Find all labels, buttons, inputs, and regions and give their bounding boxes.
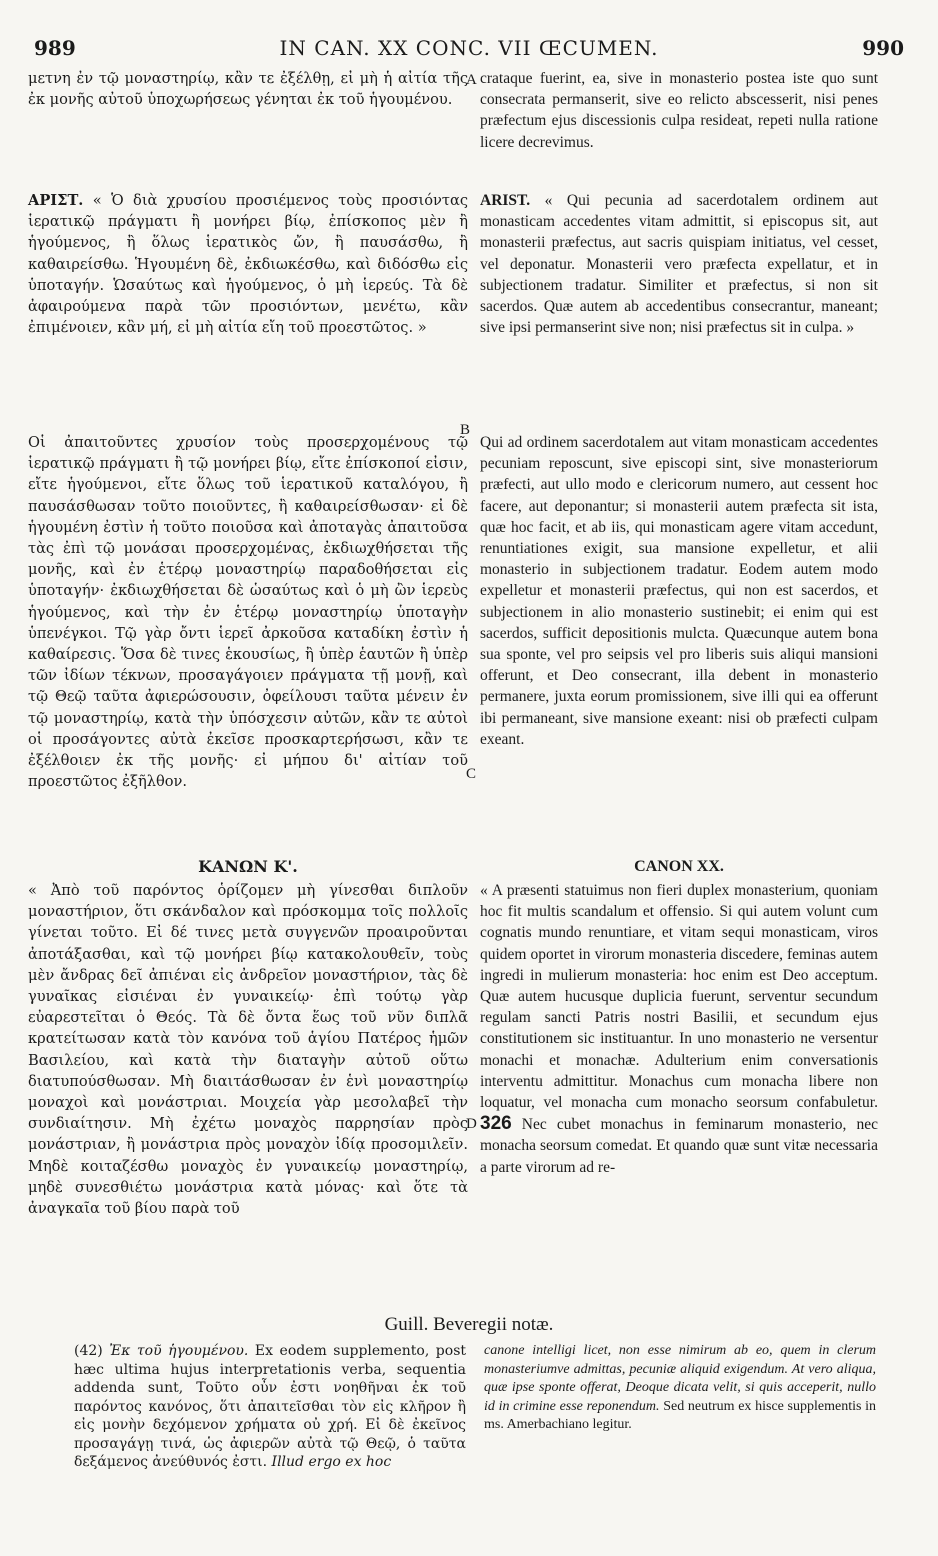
running-title: IN CAN. XX CONC. VII ŒCUMEN. <box>279 36 659 60</box>
margin-mark-c: C <box>466 766 477 782</box>
margin-mark-b: B <box>460 422 471 438</box>
page-number-left: 989 <box>34 36 76 60</box>
margin-mark-d: D <box>466 1116 477 1132</box>
greek-arist-label: ΑΡΙΣΤ. <box>28 192 84 209</box>
margin-mark-a: A <box>466 72 477 88</box>
note-lemma: Ἐκ τοῦ ἡγουμένου. <box>109 1343 249 1359</box>
note-right-text: Sed neutrum ex hisce supplementis in ms. Amerbachiano legitur. <box>484 1398 876 1432</box>
latin-canon-text-b: Nec cubet monachus in feminarum monasterio, nec monacha seorsum comedat. Et quando quæ sunt vitæ necessaria a parte virorum ad re- <box>480 1116 878 1176</box>
note-left-tail: Illud ergo ex hoc <box>271 1454 392 1470</box>
latin-canon-text-a: « A præsenti statuimus non fieri duplex monasterium, quoniam hoc fit multis scandalum et offensio. Si qui autem volunt cum cognatis mundo renuntiare, et vitam sequi monasticam, viros quidem oportet in virorum monasteria discedere, feminas autem ingredi in mulierum monasteria: hoc enim est Deo acceptum. Quæ autem hucusque duplicia fuerunt, serventur secundum regulam sancti Patris nostri Basilii, et secundum ejus constitutionem sic instituantur. In uno monasterio ne versentur monachi et monachæ. Adulterium enim conversationis interventu admittitur. Monachus cum monacha libere non loquatur, vel monacha cum monacho seorsum confabuletur. <box>480 882 878 1112</box>
notes-right <box>484 1342 876 1435</box>
page-number-right: 990 <box>862 36 904 60</box>
latin-canon-title: CANON XX. <box>634 858 724 875</box>
latin-arist-block <box>480 190 878 338</box>
page-marker-number: 326 <box>480 1113 512 1135</box>
latin-canon-text <box>480 880 878 1178</box>
notes-title: Guill. Beveregii notæ. <box>384 1314 554 1335</box>
notes-left <box>74 1342 466 1472</box>
note-reference: (42) <box>74 1343 103 1359</box>
greek-arist-block <box>28 190 468 338</box>
greek-canon-title: ΚΑΝΩΝ Κ'. <box>198 857 298 876</box>
running-header <box>34 36 904 66</box>
latin-paragraph-1: crataque fuerint, ea, sive in monasterio postea iste quo sunt consecrata permanserit, sive eo relicto abscesserit, nisi penes præfectum ejus discessionis culpa resideat, repeti nulla ratione licere decrevimus. <box>480 70 878 151</box>
greek-paragraph-1: μετνη ἐν τῷ μοναστηρίῳ, κἂν τε ἐξέλθῃ, εἰ μὴ ἡ αἰτία τῆς ἐκ μονῆς αὐτοῦ ὑποχωρήσεως γένηται ἐκ τοῦ ἡγουμένου. <box>28 70 468 109</box>
latin-paragraph-3: Qui ad ordinem sacerdotalem aut vitam monasticam accedentes pecuniam reposcunt, sive episcopi sint, sive monasteriorum præfecti, aut ullo modo e clericorum numero, aut cessent hoc facere, aut deponantur; si monasterii autem præfecta sit ista, quæ hoc facit, et ab iis, qui monasticam agere vitam accedunt, renuntiationes exigit, sua mansione expelletur, et alii monasterio in subjectionem tradatur. Eodem autem modo expelletur et monasterii præfectus, qui non est sacerdos, et subjectionem in alio monasterio sustinebit; ei enim qui est sacerdos, sufficit depositionis mulcta. Quæcunque autem bona sua sponte, vel pro seipsis vel pro liberis suis aliqui mansioni offerunt, et Deo consecrant, illa debent in monasterio permanere, juxta eorum promissionem, sive illi qui ea offerunt ibi permaneant, sive mansione exeant: nisi ob præfecti culpam exeant. <box>480 434 878 748</box>
greek-arist-text: « Ὁ διὰ χρυσίου προσιέμενος τοὺς προσιόντας ἱερατικῷ πράγματι ἢ μονήρει βίῳ, ἐπίσκοπος μὲν ἢ ἡγούμενος, ἢ ὅλως ἱερατικὸς ὤν, ἢ παυσάσθω, ἢ καθαιρείσθω. Ἡγουμένη δὲ, ἐκδιωκέσθω, καὶ διδόσθω εἰς ὑποταγήν. Ὡσαύτως καὶ ἡγούμενος, ὁ μὴ ἱερεύς. Τὰ δὲ ἀφαιρούμενα παρὰ τῶν προσιόντων, μενέτω, κἂν ἐπιμένοιεν, κἂν μή, εἰ μὴ αἰτία εἴη τοῦ προεστῶτος. » <box>28 192 469 337</box>
greek-paragraph-3: Οἱ ἀπαιτοῦντες χρυσίον τοὺς προσερχομένους τῷ ἱερατικῷ πράγματι ἢ τῷ μονήρει βίῳ, εἴτε ἐπίσκοποί εἰσιν, εἴτε ἡγούμενοι, εἴτε ὅλως τοῦ ἱερατικοῦ καταλόγου, ἢ παυσάσθωσαν τοῦτο ποιοῦντες, ἢ καθαιρείσθωσαν· εἰ δὲ ἡγουμένη ἐστὶν ἡ τοῦτο ποιοῦσα καὶ ἀποταγὰς ἀπαιτοῦσα τὰς ἐπὶ τῷ μονάσαι προσερχομένας, ἐκδιωχθήσεται τῆς μονῆς, καὶ ἐν ἑτέρῳ μοναστηρίῳ παραδοθήσεται εἰς ὑποταγήν· ἐκδιωχθήσεται δὲ ὡσαύτως καὶ ὁ μὴ ὢν ἱερεὺς ἡγούμενος, καὶ τὴν ἐν ἑτέρῳ μοναστηρίῳ ὑποταγὴν ὑπενέγκοι. Τῷ γὰρ ὄντι ἱερεῖ ἀρκοῦσα καταδίκη ἐστὶν ἡ καθαίρεσις. Ὅσα δὲ τινες ἑκουσίως, ἢ ὑπὲρ ἑαυτῶν ἢ ὑπὲρ τῶν ἰδίων τέκνων, προσαγάγοιεν πράγματα τῇ μονῇ, καὶ τῷ Θεῷ ταῦτα ἀφιερώσουσιν, ὀφείλουσι ταῦτα μένειν ἐν τῷ μοναστηρίῳ, κατὰ τὴν ὑπόσχεσιν αὐτῶν, κἂν τε αὐτοὶ οἱ προσάγοντες αὐτὰ ἐκεῖσε προσκαρτερήσωσι, κἂν τε ἐξέλθοιεν ἐκ τῆς μονῆς· εἰ μήπου δι' αἰτίαν τοῦ προεστῶτος ἐξῆλθον. <box>28 434 468 791</box>
latin-arist-text: « Qui pecunia ad sacerdotalem ordinem aut monasticam accedentes vitam admittit, si episcopus sit, aut monasterii præfectus, aut sacris quispiam initiatus, vel cesset, vel deponatur. Monasterii vero præfecta expellatur, et in subjectionem tradatur. Similiter et præfectus, si non sit sacerdos. Quæ autem ab accedentibus consecrantur, maneant; sive ipsi permanserint sive non; nisi præfectus sit in culpa. » <box>480 192 878 337</box>
note-left-text: Ex eodem supplemento, post hæc ultima hujus interpretationis verba, sequentia addenda sunt, Τοῦτο οὖν ἐστι νοηθῆναι ἐκ τοῦ παρόντος κανόνος, ὅτι ἀπαιτεῖσθαι τὸν εἰς κλῆρον ἢ εἰς μονὴν δεχόμενον χρήματα οὐ χρή. Εἰ δὲ ἐκεῖνος προσαγάγῃ τινά, ὡς ἀφιερῶν αὐτὰ τῷ Θεῷ, ὁ ταῦτα δεξάμενος ἀνεύθυνός ἐστι. <box>74 1343 466 1470</box>
latin-arist-label: ARIST. <box>480 192 531 209</box>
note-right-italic: canone intelligi licet, non esse nimirum ab eo, quem in clerum monasteriumve admittas, pecuniæ aliquid exigendum. At vero aliqua, quæ ipse sponte offerat, Deoque dicata velit, si quis acceperit, nullo id in crimine esse reponendum. <box>484 1343 876 1414</box>
greek-canon-text: « Ἀπὸ τοῦ παρόντος ὁρίζομεν μὴ γίνεσθαι διπλοῦν μοναστήριον, ὅτι σκάνδαλον καὶ πρόσκομμα τοῖς πολλοῖς γίνεται τοῦτο. Εἰ δέ τινες μετὰ συγγενῶν προαιροῦνται ἀποτάξασθαι, καὶ τῷ μονήρει βίῳ κατακολουθεῖν, τοὺς μὲν ἄνδρας δεῖ ἀπιέναι εἰς ἀνδρεῖον μοναστήριον, τὰς δὲ γυναῖκας εἰσιέναι ἐν γυναικείῳ· ἐπὶ τούτῳ γὰρ εὐαρεστεῖται ὁ Θεός. Τὰ δὲ ὄντα ἕως τοῦ νῦν διπλᾶ κρατείτωσαν κατὰ τὸν κανόνα τοῦ ἁγίου Πατέρος ἡμῶν Βασιλείου, καὶ κατὰ τὴν διαταγὴν αὐτοῦ οὕτω διατυπούσθωσαν. Μὴ διαιτάσθωσαν ἐν ἑνὶ μοναστηρίῳ μοναχοὶ καὶ μονάστριαι. Μοιχεία γὰρ μεσολαβεῖ τὴν συνδιαίτησιν. Μὴ ἐχέτω μοναχὸς παρρησίαν πρὸς μονάστριαν, ἢ μονάστρια πρὸς μοναχὸν ἰδίᾳ προσομιλεῖν. Μηδὲ κοιταζέσθω μοναχὸς ἐν γυναικείῳ μοναστηρίῳ, μηδὲ συνεσθιέτω μονάστρια κατὰ μόνας· καὶ ὅτε τὰ ἀναγκαῖα τοῦ βίου παρὰ τοῦ <box>28 882 468 1218</box>
